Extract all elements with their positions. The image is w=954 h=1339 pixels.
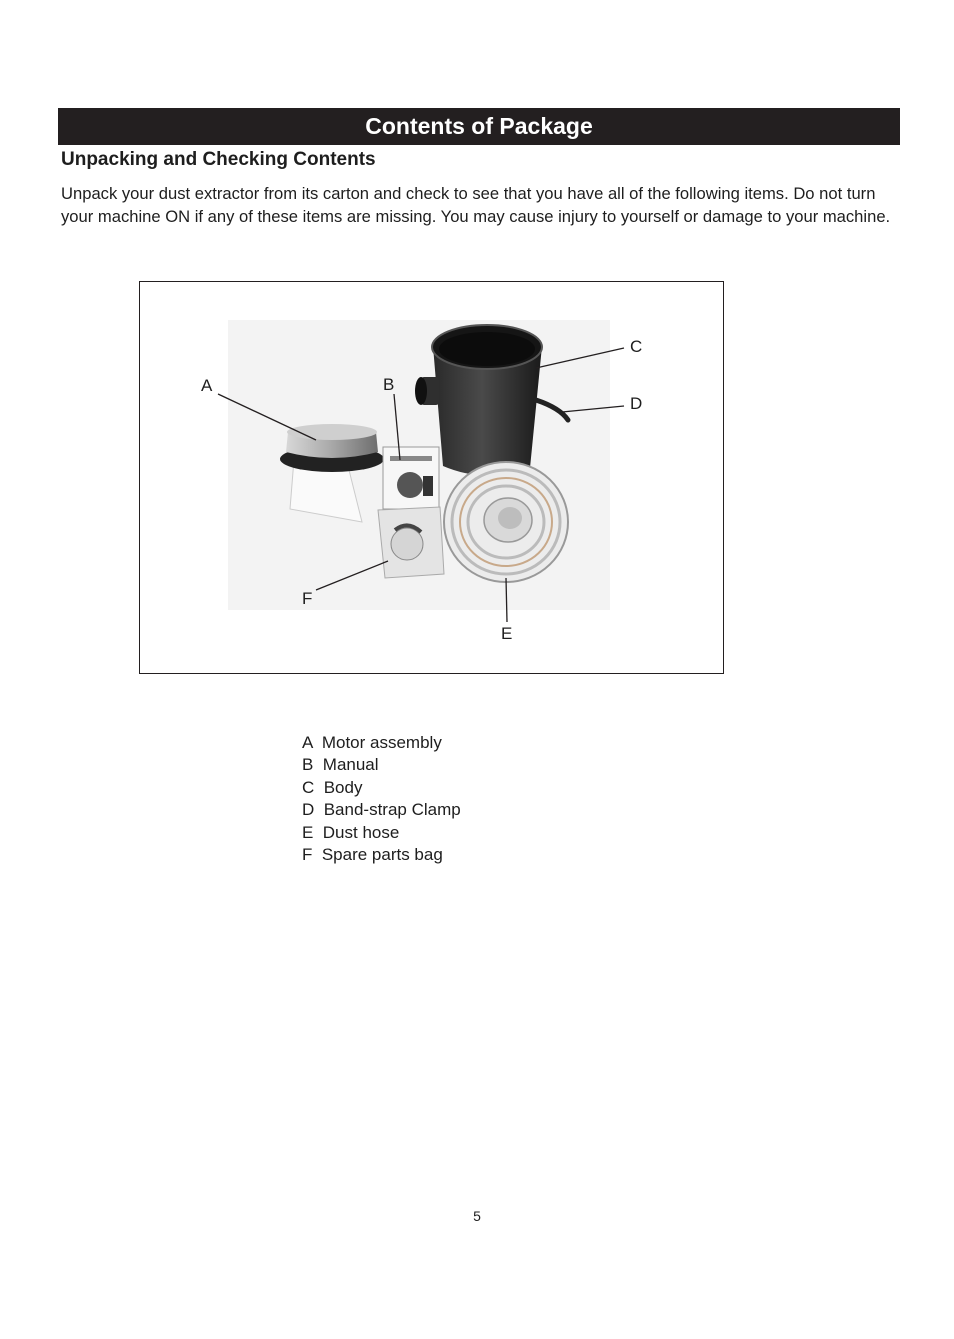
page-number: 5: [473, 1208, 481, 1224]
callout-f: F: [302, 589, 313, 608]
list-item: E Dust hose: [302, 822, 400, 842]
section-title: Contents of Package: [365, 113, 593, 139]
intro-paragraph: Unpack your dust extractor from its carton and check to see that you have all of the following items. Do not turn your machine ON if any of these items are missing. You may cause injury to yourself or damage to your machine.: [61, 184, 891, 226]
list-item: B Manual: [302, 755, 379, 775]
callout-c: C: [630, 337, 643, 356]
dust-hose-icon: [444, 462, 568, 582]
spare-parts-bag-icon: [378, 507, 444, 578]
section-header-bar: [58, 108, 900, 145]
list-item: A Motor assembly: [302, 733, 442, 752]
parts-list: [302, 732, 461, 866]
list-item: C Body: [302, 777, 363, 797]
list-item: F Spare parts bag: [302, 844, 443, 864]
callout-a: A: [201, 376, 213, 395]
manual-icon: [383, 447, 439, 509]
callout-b: B: [383, 375, 395, 394]
callout-e: E: [501, 624, 513, 643]
callout-d: D: [630, 394, 643, 413]
list-item: D Band-strap Clamp: [302, 800, 461, 820]
section-subtitle: Unpacking and Checking Contents: [61, 149, 376, 170]
package-contents-figure: [139, 281, 724, 674]
